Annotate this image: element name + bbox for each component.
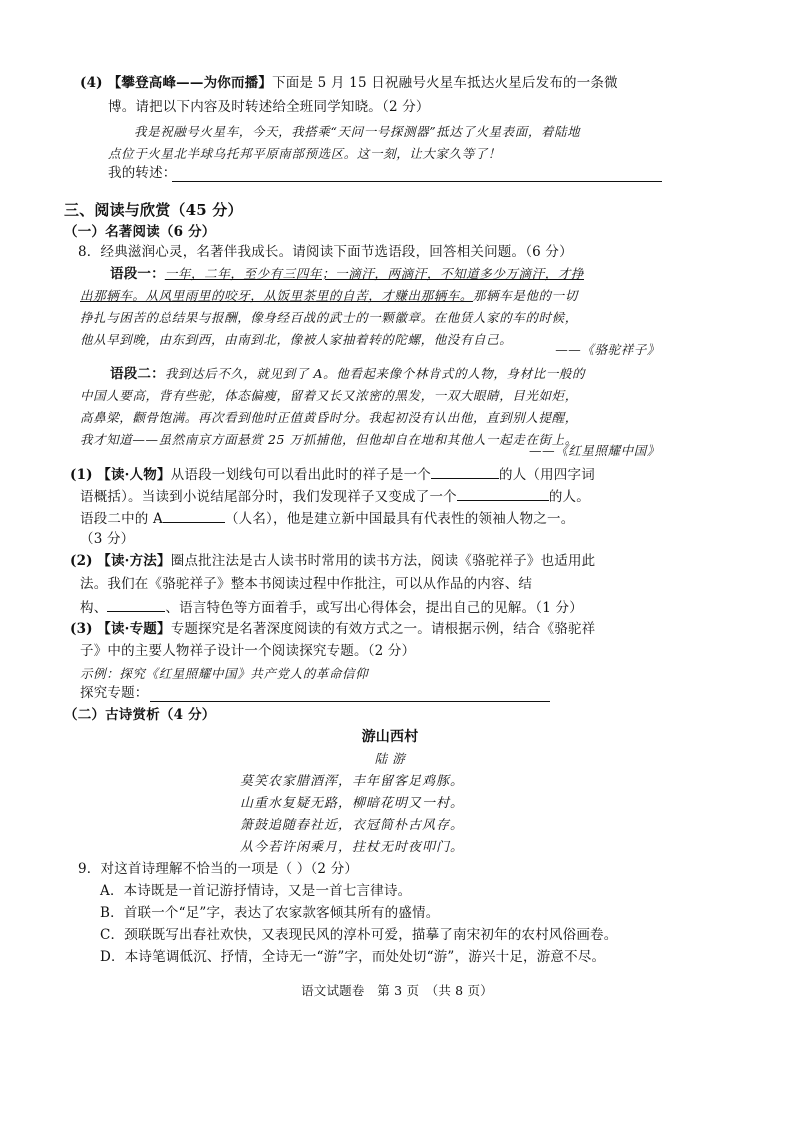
segment-1-underlined-1: 一年，二年，至少有三四年；一滴汗，两滴汗，不知道多少万滴汗，才挣 — [164, 266, 585, 281]
q8-1-line-2 — [80, 486, 590, 507]
q4-answer-label: 我的转述： — [108, 165, 177, 181]
q8-2-line-3 — [80, 597, 583, 618]
segment-2-line-3: 高鼻梁，颧骨饱满。再次看到他时正值黄昏时分。我起初没有认出他，直到别人提醒， — [80, 410, 578, 425]
q8-3-line-1 — [70, 620, 595, 639]
poem-line-3: 箫鼓追随春社近，衣冠简朴古风存。 — [240, 818, 465, 833]
segment-1-underlined-2: 出那辆车。从风里雨里的咬牙，从饭里茶里的自苦，才赚出那辆车。 — [80, 288, 474, 303]
segment-1-line-3: 挣扎与困苦的总结果与报酬，像身经百战的武士的一颗徽章。在他赁人家的车的时候， — [80, 310, 578, 325]
q9-option-a[interactable]: A．本诗既是一首记游抒情诗，又是一首七言律诗。 — [100, 883, 412, 899]
q8-2-text-a: 圈点批注法是古人读书时常用的读书方法，阅读《骆驼祥子》也适用此 — [170, 553, 596, 569]
q8-2-text-c: 构、 — [80, 600, 108, 616]
q8-3-tag: 【读·专题】 — [97, 621, 171, 637]
segment-1-line-2 — [80, 286, 578, 306]
q9-stem: 9．对这首诗理解不恰当的一项是（ ）（2 分） — [78, 861, 359, 877]
q8-3-text-a: 专题探究是名著深度阅读的有效方式之一。请根据示例，结合《骆驼祥 — [170, 621, 596, 637]
part-2-title: （二）古诗赏析（4 分） — [64, 707, 216, 723]
segment-1-source: ——《骆驼祥子》 — [555, 342, 660, 357]
part-1-title: （一）名著阅读（6 分） — [64, 224, 216, 240]
segment-1-text-2b: 那辆车是他的一切 — [473, 288, 578, 303]
weibo-line-1: 我是祝融号火星车，今天，我搭乘“天问一号探测器”抵达了火星表面，着陆地 — [134, 124, 581, 139]
q8-1-text-e: 语段二中的 A — [80, 511, 163, 527]
q8-1-line-1 — [70, 464, 595, 485]
segment-1-line-4: 他从早到晚，由东到西，由南到北，像被人家抽着转的陀螺，他没有自己。 — [80, 332, 513, 347]
q8-1-text-f: （人名），他是建立新中国最具有代表性的领袖人物之一。 — [224, 511, 575, 527]
q8-3-line-2: 子》中的主要人物祥子设计一个阅读探究专题。（2 分） — [80, 643, 416, 659]
q8-1-blank-1[interactable] — [431, 464, 499, 479]
segment-2-line-1 — [110, 364, 585, 384]
q8-1-text-c: 语概括）。当读到小说结尾部分时，我们发现祥子又变成了一个 — [80, 489, 457, 505]
q8-1-blank-2[interactable] — [457, 486, 549, 501]
poem-line-1: 莫笑农家腊酒浑，丰年留客足鸡豚。 — [240, 774, 465, 789]
q8-2-number: (2) — [70, 553, 93, 569]
segment-2-line-2: 中国人要高，背有些驼，体态偏瘦，留着又长又浓密的黑发，一双大眼睛，目光如炬， — [80, 388, 578, 403]
q8-2-line-2: 法。我们在《骆驼祥子》整本书阅读过程中作批注，可以从作品的内容、结 — [80, 576, 533, 592]
q8-3-label: 探究专题： — [80, 685, 149, 701]
segment-2-source: ——《红星照耀中国》 — [528, 443, 660, 458]
q9-option-c[interactable]: C．颈联既写出春社欢快，又表现民风的淳朴可爱，描摹了南宋初年的农村风俗画卷。 — [100, 927, 618, 943]
q4-number: (4) — [80, 75, 103, 91]
q9-option-d[interactable]: D．本诗笔调低沉、抒情，全诗无一“游”字，而处处切“游”，游兴十足，游意不尽。 — [100, 949, 606, 965]
segment-1-label: 语段一： — [110, 266, 165, 282]
q8-3-example: 示例：探究《红星照耀中国》共产党人的革命信仰 — [80, 666, 369, 681]
section-3-title: 三、阅读与欣赏（45 分） — [64, 201, 243, 219]
q8-3-number: (3) — [70, 621, 93, 637]
q8-1-text-b: 的人（用四字词 — [499, 467, 595, 483]
q8-1-text-a: 从语段一划线句可以看出此时的祥子是一个 — [170, 467, 431, 483]
q8-1-tag: 【读·人物】 — [97, 467, 171, 483]
q4-text-2: 博。请把以下内容及时转述给全班同学知晓。（2 分） — [108, 99, 430, 115]
q4-tag: 【攀登高峰——为你而播】 — [107, 75, 273, 91]
q8-2-blank[interactable] — [107, 597, 165, 612]
q4-text-1: 下面是 5 月 15 日祝融号火星车抵达火星后发布的一条微 — [272, 75, 618, 91]
segment-2-text-1: 我到达后不久，就见到了 A。他看起来像个林肯式的人物，身材比一般的 — [164, 366, 586, 381]
q8-1-score: （3 分） — [80, 531, 135, 547]
q9-option-b[interactable]: B．首联一个“足”字，表达了农家款客倾其所有的盛情。 — [100, 905, 440, 921]
poem-line-2: 山重水复疑无路，柳暗花明又一村。 — [240, 796, 465, 811]
page-footer: 语文试题卷 第 3 页 （共 8 页） — [301, 983, 493, 998]
q8-2-line-1 — [70, 552, 595, 571]
poem-author: 陆 游 — [374, 751, 406, 766]
segment-2-line-4: 我才知道——虽然南京方面悬赏 25 万抓捕他，但他却自在地和其他人一起走在街上。 — [80, 432, 578, 447]
q4-line1 — [80, 74, 618, 93]
q8-1-line-3 — [80, 508, 574, 529]
q4-answer-line[interactable] — [172, 181, 662, 182]
poem-title: 游山西村 — [361, 729, 419, 745]
q8-intro: 8．经典滋润心灵，名著伴我成长。请阅读下面节选语段，回答相关问题。（6 分） — [78, 244, 573, 260]
segment-2-label: 语段二： — [110, 366, 165, 382]
q8-2-text-d: 、语言特色等方面着手，或写出心得体会，提出自己的见解。（1 分） — [165, 600, 583, 616]
segment-1-line-1 — [110, 264, 584, 284]
q8-2-tag: 【读·方法】 — [97, 553, 171, 569]
q8-1-number: (1) — [70, 467, 93, 483]
q8-1-text-d: 的人。 — [548, 489, 590, 505]
q8-3-answer-line[interactable] — [150, 701, 550, 702]
poem-line-4: 从今若许闲乘月，拄杖无时夜叩门。 — [240, 840, 465, 855]
weibo-line-2: 点位于火星北半球乌托邦平原南部预选区。这一刻，让大家久等了！ — [108, 146, 502, 161]
q8-1-blank-3[interactable] — [163, 508, 225, 523]
